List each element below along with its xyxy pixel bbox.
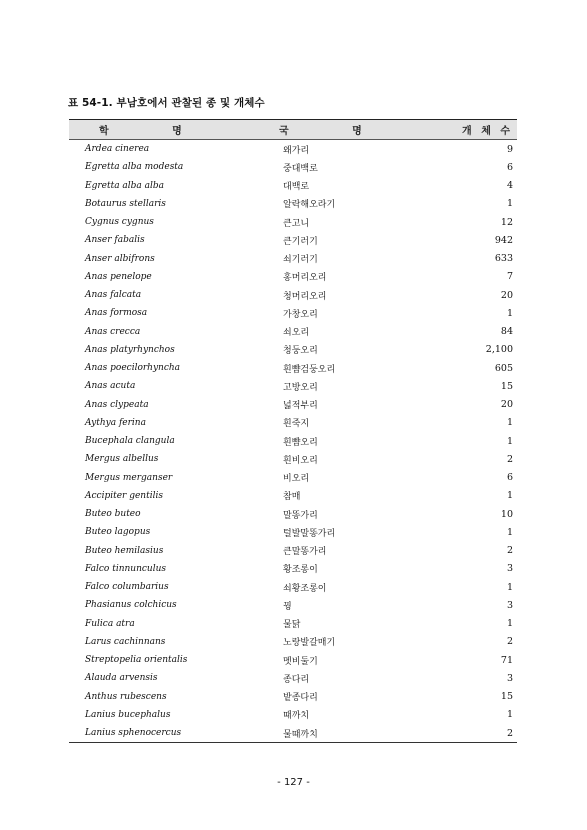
scientific-name-cell: Bucephala clangula: [85, 436, 175, 447]
korean-name-cell: 넓적부리: [283, 401, 318, 412]
table-row: [69, 286, 517, 304]
count-cell: 9: [506, 143, 513, 155]
korean-name-cell: 물때까치: [269, 724, 403, 743]
table-header: [69, 120, 517, 140]
header-korean-name: 국 명: [269, 120, 403, 140]
table-row: [69, 633, 517, 651]
scientific-name-cell: Botaurus stellaris: [85, 198, 166, 209]
count-cell: 4: [506, 180, 513, 192]
korean-name-cell: 털발말똥가리: [283, 528, 336, 539]
table-row: [69, 523, 517, 541]
table-row: [69, 177, 517, 195]
scientific-name-cell: Mergus albellus: [85, 454, 159, 465]
count-cell: 1: [506, 526, 513, 538]
korean-name-cell: 종다리: [283, 674, 310, 685]
count-cell: 2: [403, 724, 517, 743]
korean-name-cell: 노랑발갈매기: [283, 638, 336, 649]
count-cell: 15: [500, 691, 513, 703]
count-cell: 2: [506, 636, 513, 648]
count-cell: 1: [506, 307, 513, 319]
table-row: [69, 304, 517, 322]
header-scientific-name: 학 명: [69, 120, 269, 140]
table-row: [69, 268, 517, 286]
table-row: [69, 250, 517, 268]
table-row: [69, 396, 517, 414]
count-cell: 1: [506, 490, 513, 502]
count-cell: 1: [506, 618, 513, 630]
table-row: [69, 505, 517, 523]
korean-name-cell: 쇠황조롱이: [283, 583, 327, 594]
table-row: [69, 195, 517, 213]
scientific-name-cell: Falco columbarius: [85, 582, 169, 593]
table-row: [69, 359, 517, 377]
scientific-name-cell: Falco tinnunculus: [85, 563, 167, 574]
count-cell: 1: [506, 581, 513, 593]
scientific-name-cell: Anthus rubescens: [85, 691, 167, 702]
korean-name-cell: 멧비둘기: [283, 656, 318, 667]
korean-name-cell: 참매: [283, 492, 301, 503]
count-cell: 20: [500, 289, 513, 301]
scientific-name-cell: Anas acuta: [85, 381, 136, 392]
table-row: [69, 724, 517, 743]
table-row: [69, 669, 517, 687]
table-row: [69, 487, 517, 505]
scientific-name-cell: Mergus merganser: [85, 472, 173, 483]
korean-name-cell: 말똥가리: [283, 510, 318, 521]
table-row: [69, 158, 517, 176]
korean-name-cell: 큰기러기: [283, 236, 318, 247]
table-row: [69, 578, 517, 596]
korean-name-cell: 고방오리: [283, 382, 318, 393]
header-count: 개 체 수: [403, 120, 517, 140]
scientific-name-cell: Anas falcata: [85, 290, 142, 301]
korean-name-cell: 큰고니: [283, 218, 310, 229]
table-row: [69, 706, 517, 724]
korean-name-cell: 흰비오리: [283, 455, 318, 466]
table-row: [69, 432, 517, 450]
table-row: [69, 651, 517, 669]
scientific-name-cell: Buteo buteo: [85, 509, 141, 520]
count-cell: 1: [506, 709, 513, 721]
korean-name-cell: 대백로: [283, 182, 310, 193]
korean-name-cell: 흰죽지: [283, 419, 310, 430]
count-cell: 84: [500, 326, 513, 338]
count-cell: 2: [506, 545, 513, 557]
count-cell: 71: [500, 654, 513, 666]
scientific-name-cell: Anas penelope: [85, 271, 152, 282]
scientific-name-cell: Egretta alba alba: [85, 180, 165, 191]
scientific-name-cell: Streptopelia orientalis: [85, 655, 188, 666]
table-row: [69, 542, 517, 560]
korean-name-cell: 때까치: [283, 711, 310, 722]
table-row: [69, 688, 517, 706]
count-cell: 1: [506, 198, 513, 210]
table-row: [69, 596, 517, 614]
count-cell: 20: [500, 399, 513, 411]
count-cell: 2: [506, 453, 513, 465]
scientific-name-cell: Anser fabalis: [85, 235, 145, 246]
korean-name-cell: 황조롱이: [283, 565, 318, 576]
scientific-name-cell: Anas crecca: [85, 326, 141, 337]
korean-name-cell: 물닭: [283, 620, 301, 631]
scientific-name-cell: Fulica atra: [85, 618, 135, 629]
korean-name-cell: 중대백로: [283, 163, 318, 174]
korean-name-cell: 흰뺨오리: [283, 437, 318, 448]
count-cell: 3: [506, 599, 513, 611]
korean-name-cell: 홍머리오리: [283, 273, 327, 284]
scientific-name-cell: Lanius bucephalus: [85, 709, 171, 720]
scientific-name-cell: Buteo lagopus: [85, 527, 151, 538]
scientific-name-cell: Lanius sphenocercus: [69, 724, 269, 743]
table-row: [69, 377, 517, 395]
scientific-name-cell: Anas poecilorhyncha: [85, 363, 181, 374]
scientific-name-cell: Larus cachinnans: [85, 636, 166, 647]
table-row: [69, 231, 517, 249]
count-cell: 10: [500, 508, 513, 520]
korean-name-cell: 비오리: [283, 474, 310, 485]
header-row: [69, 120, 517, 140]
page-number: - 127 -: [277, 777, 310, 788]
scientific-name-cell: Ardea cinerea: [85, 144, 150, 155]
count-cell: 1: [506, 417, 513, 429]
table-row: [69, 469, 517, 487]
korean-name-cell: 청머리오리: [283, 291, 327, 302]
count-cell: 633: [494, 253, 513, 265]
count-cell: 3: [506, 563, 513, 575]
korean-name-cell: 알락해오라기: [283, 200, 336, 211]
scientific-name-cell: Alauda arvensis: [85, 673, 158, 684]
korean-name-cell: 쇠기러기: [283, 255, 318, 266]
table-row: [69, 213, 517, 231]
korean-name-cell: 쇠오리: [283, 328, 310, 339]
korean-name-cell: 큰말똥가리: [283, 547, 327, 558]
count-cell: 605: [494, 362, 513, 374]
scientific-name-cell: Buteo hemilasius: [85, 545, 164, 556]
korean-name-cell: 꿩: [283, 601, 292, 612]
korean-name-cell: 가창오리: [283, 309, 318, 320]
table-title: 표 54-1. 부남호에서 관찰된 종 및 개체수: [68, 97, 265, 109]
scientific-name-cell: Accipiter gentilis: [85, 490, 163, 501]
scientific-name-cell: Anas platyrhynchos: [85, 344, 175, 355]
table-row: [69, 615, 517, 633]
table-row: [69, 323, 517, 341]
korean-name-cell: 밭종다리: [283, 693, 318, 704]
count-cell: 7: [506, 271, 513, 283]
count-cell: 3: [506, 672, 513, 684]
table-row: [69, 414, 517, 432]
korean-name-cell: 흰뺨검둥오리: [283, 364, 336, 375]
count-cell: 6: [506, 472, 513, 484]
korean-name-cell: 왜가리: [283, 145, 310, 156]
scientific-name-cell: Cygnus cygnus: [85, 217, 154, 228]
species-table: [69, 119, 517, 743]
count-cell: 2,100: [485, 344, 513, 356]
table-row: [69, 560, 517, 578]
scientific-name-cell: Anser albifrons: [85, 253, 155, 264]
scientific-name-cell: Phasianus colchicus: [85, 600, 177, 611]
scientific-name-cell: Anas formosa: [85, 308, 148, 319]
table-row: [69, 341, 517, 359]
count-cell: 15: [500, 380, 513, 392]
table-row: [69, 140, 517, 159]
count-cell: 12: [500, 216, 513, 228]
count-cell: 6: [506, 161, 513, 173]
table-body: [69, 140, 517, 743]
scientific-name-cell: Anas clypeata: [85, 399, 149, 410]
table-row: [69, 450, 517, 468]
scientific-name-cell: Egretta alba modesta: [85, 162, 184, 173]
count-cell: 942: [494, 234, 513, 246]
korean-name-cell: 청둥오리: [283, 346, 318, 357]
count-cell: 1: [506, 435, 513, 447]
scientific-name-cell: Aythya ferina: [85, 417, 146, 428]
